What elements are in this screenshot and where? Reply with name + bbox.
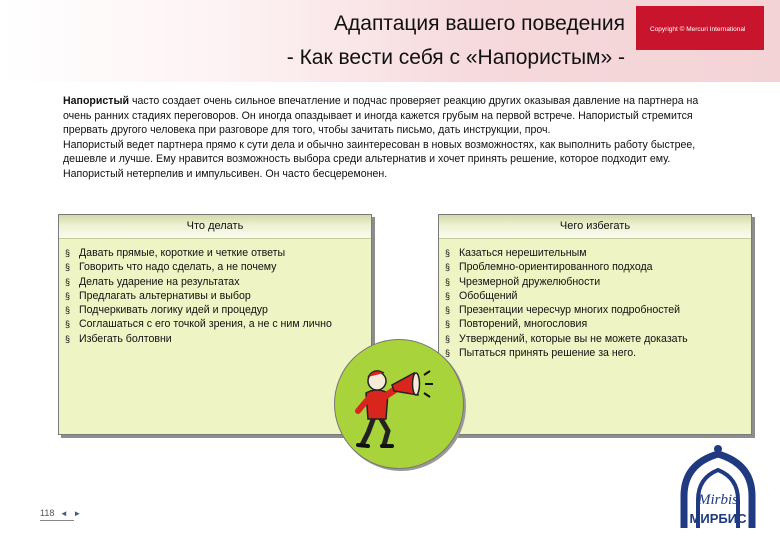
bullet-icon: § xyxy=(445,276,451,287)
megaphone-man-illustration xyxy=(344,349,448,453)
avoid-item: § Обобщений xyxy=(445,289,518,302)
logo-script: Mirbis xyxy=(697,492,739,508)
do-item: § Предлагать альтернативы и выбор xyxy=(65,289,251,302)
intro-term: Напористый xyxy=(63,95,130,107)
pager-underline xyxy=(40,520,74,521)
bullet-icon: § xyxy=(445,248,451,258)
do-item: § Делать ударение на результатах xyxy=(65,275,240,288)
bullet-icon: § xyxy=(445,262,451,273)
bullet-icon: § xyxy=(65,248,71,258)
avoid-item: § Чрезмерной дружелюбности xyxy=(445,275,601,288)
intro-paragraph-2: Напористый ведет партнера прямо к сути дела и обычно заинтересован в новых возможностях, как выполнить работу быстрее, дешевле и лучше. Ему нравится возможность выбора среди альтернатив и хочет принять решение, которое подходит ему. Напористый нетерпелив и импульсивен. Он часто бесцеремонен. xyxy=(63,138,696,180)
do-item: § Соглашаться с его точкой зрения, а не с ним лично xyxy=(65,318,332,331)
avoid-item: § Повторений, многословия xyxy=(445,318,588,331)
bullet-icon: § xyxy=(65,262,71,273)
intro-paragraph-1-text: часто создает очень сильное впечатление и подчас проверяет реакцию других оказывая давление на партнера на очень ранних стадиях переговоров. Он иногда опаздывает и иногда кажется грубым на первой встрече. Напористый стремится прервать другого человека при разговоре для того, чтобы зачитать письмо, дать инструкции, проч. xyxy=(63,95,699,137)
bullet-icon: § xyxy=(65,333,71,344)
intro-paragraph-1 xyxy=(63,94,728,138)
bullet-icon: § xyxy=(65,276,71,287)
avoid-item: § Презентации чересчур многих подробностей xyxy=(445,304,681,317)
bullet-icon: § xyxy=(65,290,71,301)
copyright-notice: Copyright © Mercuri International xyxy=(650,26,746,33)
do-item: § Давать прямые, короткие и четкие ответы xyxy=(65,247,286,259)
page-navigation xyxy=(40,508,81,518)
bullet-icon: § xyxy=(445,290,451,301)
logo-text: МИРБИС xyxy=(689,511,747,526)
do-list xyxy=(59,239,371,346)
bullet-icon: § xyxy=(445,319,451,330)
page-number: 118 xyxy=(40,508,55,518)
avoid-item: § Казаться нерешительным xyxy=(445,247,587,259)
page-title: Адаптация вашего поведения xyxy=(334,12,625,35)
prev-page-icon[interactable]: ◄ xyxy=(59,509,68,518)
do-panel-heading: Что делать xyxy=(59,215,371,239)
page-subtitle: - Как вести себя с «Напористым» - xyxy=(286,46,625,69)
avoid-item: § Пытаться принять решение за него. xyxy=(445,347,637,360)
avoid-item: § Проблемно-ориентированного подхода xyxy=(445,261,653,274)
avoid-panel xyxy=(438,214,752,435)
avoid-item: § Утверждений, которые вы не можете доказать xyxy=(445,332,688,345)
bullet-icon: § xyxy=(445,333,451,344)
do-item: § Избегать болтовни xyxy=(65,332,172,345)
bullet-icon: § xyxy=(445,305,451,316)
bullet-icon: § xyxy=(65,305,71,316)
intro-text xyxy=(63,94,728,182)
bullet-icon: § xyxy=(65,319,71,330)
do-item: § Говорить что надо сделать, а не почему xyxy=(65,261,277,274)
avoid-panel-heading: Чего избегать xyxy=(439,215,751,239)
do-item: § Подчеркивать логику идей и процедур xyxy=(65,304,268,317)
next-page-icon[interactable]: ► xyxy=(73,509,82,518)
do-panel xyxy=(58,214,372,435)
avoid-list xyxy=(439,239,751,360)
bullet-icon: § xyxy=(445,348,451,359)
